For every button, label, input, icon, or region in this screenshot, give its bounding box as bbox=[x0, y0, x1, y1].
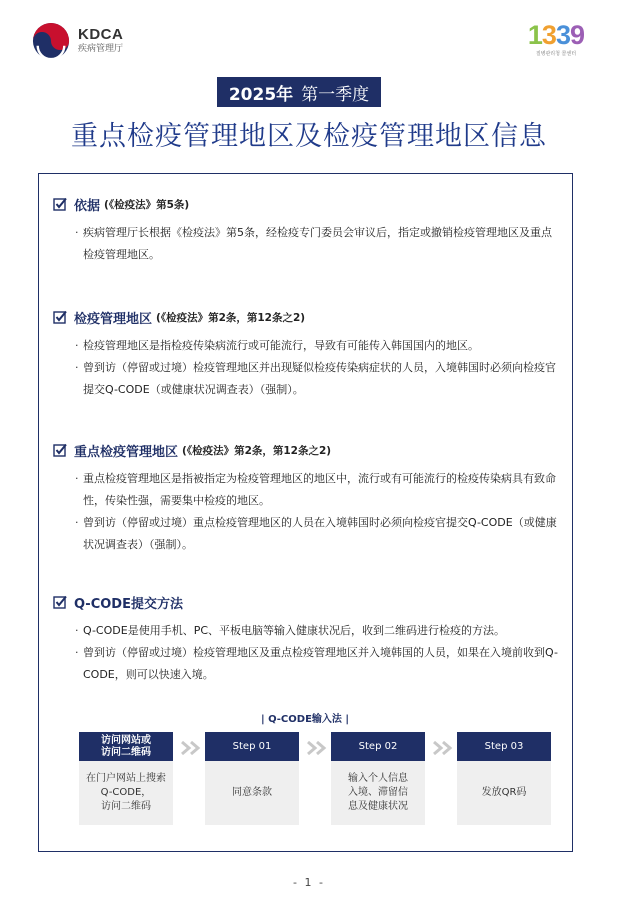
section-title: 重点检疫管理地区 bbox=[74, 444, 179, 460]
kdca-subtitle: 疾病管理厅 bbox=[78, 44, 124, 55]
kdca-logo bbox=[32, 22, 123, 60]
checkbox-checked-icon bbox=[53, 443, 67, 457]
flow-step-access bbox=[79, 732, 173, 825]
list-item: · 曾到访（停留或过境）重点检疫管理地区的人员在入境韩国时必须向检疫官提交Q-CODE（或健康状况调查表）（强制）。 bbox=[53, 512, 558, 556]
section-basis bbox=[53, 194, 558, 266]
list-item: · 疾病管理厅长根据《检疫法》第5条，经检疫专门委员会审议后，指定或撤销检疫管理地区及重点检疫管理地区。 bbox=[53, 222, 558, 266]
flow-head-line: 访问网站或 bbox=[101, 734, 151, 746]
section-quarantine-area bbox=[53, 307, 558, 401]
list-item: · 重点检疫管理地区是指被指定为检疫管理地区的地区中，流行或有可能流行的检疫传染病具有致命性，传染性强，需要集中检疫的地区。 bbox=[53, 468, 558, 512]
badge-year: 2025年 bbox=[228, 84, 294, 105]
kdca-emblem-icon bbox=[32, 22, 70, 60]
flow-step-text: 输入个人信息 入境、滞留信 息及健康状况 bbox=[348, 773, 408, 812]
season-badge bbox=[217, 77, 381, 107]
checkbox-checked-icon bbox=[53, 310, 67, 324]
flow-step-text: 同意条款 bbox=[232, 787, 272, 798]
section-title: 依据 bbox=[74, 198, 101, 214]
list-item: · 检疫管理地区是指检疫传染病流行或可能流行，导致有可能传入韩国国内的地区。 bbox=[53, 335, 558, 357]
flow-step-body bbox=[79, 761, 173, 825]
page-title: 重点检疫管理地区及检疫管理地区信息 bbox=[71, 121, 547, 152]
list-item: · Q-CODE是使用手机、PC、平板电脑等输入健康状况后，收到二维码进行检疫的方法。 bbox=[53, 620, 558, 642]
section-title: 检疫管理地区 bbox=[74, 311, 153, 327]
flow-step-01 bbox=[205, 732, 299, 825]
flow-step-body bbox=[205, 761, 299, 825]
hotline-digit: 3 bbox=[541, 20, 556, 50]
checkbox-checked-icon bbox=[53, 595, 67, 609]
page-number: - 1 - bbox=[293, 876, 325, 889]
kdca-name: KDCA bbox=[78, 25, 124, 43]
section-reference: (《检疫法》第2条，第12条之2) bbox=[156, 311, 306, 324]
list-item: · 曾到访（停留或过境）检疫管理地区及重点检疫管理地区并入境韩国的人员，如果在入境前收到Q-CODE，则可以快速入境。 bbox=[53, 642, 558, 686]
double-chevron-right-icon bbox=[180, 741, 202, 755]
flow-step-body bbox=[457, 761, 551, 825]
double-chevron-right-icon bbox=[432, 741, 454, 755]
flow-head-line: 访问二维码 bbox=[101, 746, 151, 758]
flow-step-text: 发放QR码 bbox=[481, 787, 527, 798]
hotline-1339-logo bbox=[528, 20, 584, 57]
hotline-digit: 3 bbox=[555, 20, 570, 50]
flow-step-header: Step 02 bbox=[331, 732, 425, 761]
flow-step-body bbox=[331, 761, 425, 825]
section-title: Q-CODE提交方法 bbox=[74, 596, 183, 612]
section-reference: (《检疫法》第2条，第12条之2) bbox=[182, 444, 332, 457]
hotline-digit: 9 bbox=[569, 20, 584, 50]
flow-step-header bbox=[79, 732, 173, 761]
content-box bbox=[38, 173, 573, 852]
checkbox-checked-icon bbox=[53, 197, 67, 211]
section-reference: (《检疫法》第5条) bbox=[104, 198, 190, 211]
badge-season: 第一季度 bbox=[301, 84, 370, 105]
double-chevron-right-icon bbox=[306, 741, 328, 755]
hotline-digit: 1 bbox=[527, 20, 542, 50]
list-item: · 曾到访（停留或过境）检疫管理地区并出现疑似检疫传染病症状的人员，入境韩国时必须向检疫官提交Q-CODE（或健康状况调查表）（强制）。 bbox=[53, 357, 558, 401]
section-priority-area bbox=[53, 440, 558, 556]
flow-step-header: Step 03 bbox=[457, 732, 551, 761]
flow-step-03 bbox=[457, 732, 551, 825]
hotline-subtitle: 질병관리청 콜센터 bbox=[535, 51, 577, 57]
flow-title: | Q-CODE输入法 | bbox=[260, 714, 350, 725]
flow-step-text: 在门户网站上搜索 Q-CODE， 访问二维码 bbox=[86, 773, 166, 812]
flow-step-02 bbox=[331, 732, 425, 825]
section-qcode-method bbox=[53, 592, 558, 686]
flow-step-header: Step 01 bbox=[205, 732, 299, 761]
